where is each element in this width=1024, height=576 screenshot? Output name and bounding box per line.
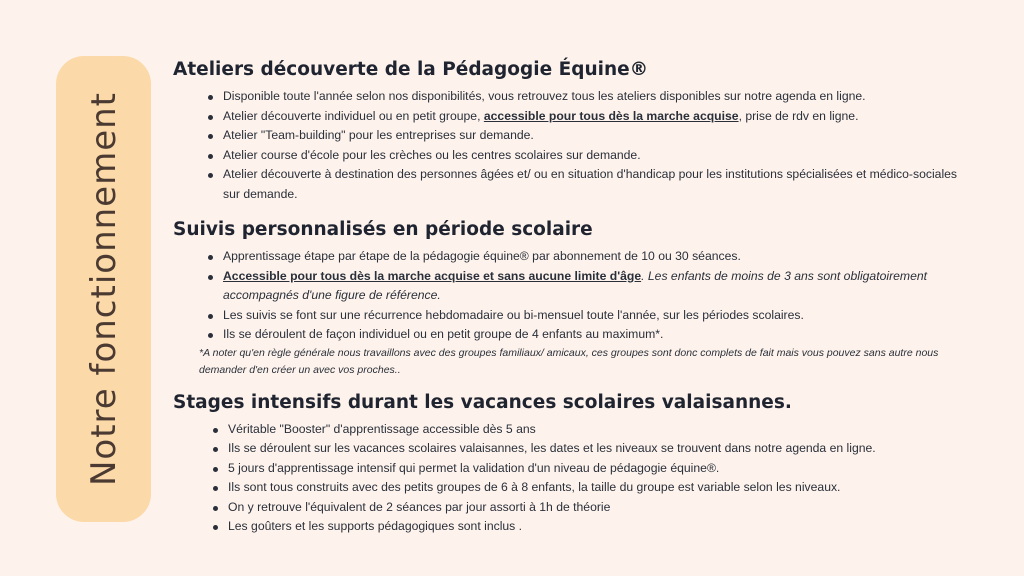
list-item: Ils sont tous construits avec des petits groupes de 6 à 8 enfants, la taille du groupe est variable selon les niveaux. (211, 478, 973, 498)
side-title: Notre fonctionnement (83, 91, 124, 487)
list-item: Atelier course d'école pour les crèches ou les centres scolaires sur demande. (206, 146, 973, 166)
section-title: Stages intensifs durant les vacances scolaires valaisannes. (173, 391, 792, 413)
list-item (206, 107, 973, 127)
list-item: Ils se déroulent de façon individuel ou en petit groupe de 4 enfants au maximum*. (206, 325, 973, 345)
list-item: Les suivis se font sur une récurrence hebdomadaire ou bi-mensuel toute l'année, sur les périodes scolaires. (206, 306, 973, 326)
side-tab (56, 56, 151, 522)
section-title: Ateliers découverte de la Pédagogie Équine® (173, 59, 649, 80)
item-emphasis: accessible pour tous dès la marche acquise (483, 108, 739, 123)
list-item: Les goûters et les supports pédagogiques sont inclus . (211, 517, 973, 537)
list-item: 5 jours d'apprentissage intensif qui permet la validation d'un niveau de pédagogie équine®. (211, 459, 973, 479)
list-item: Apprentissage étape par étape de la pédagogie équine® par abonnement de 10 ou 30 séances. (206, 247, 973, 267)
list-item: Ils se déroulent sur les vacances scolaires valaisannes, les dates et les niveaux se trouvent dans notre agenda en ligne. (211, 439, 973, 459)
list-item: Atelier "Team-building" pour les entreprises sur demande. (206, 126, 973, 146)
section-ateliers (173, 58, 973, 204)
item-text: , prise de rdv en ligne. (738, 108, 859, 123)
item-italic: . Les enfants de moins de 3 ans sont obligatoirement accompagnés d'une figure de référence. (223, 268, 928, 302)
item-text: Atelier découverte individuel ou en petit groupe, (223, 108, 484, 123)
section-title: Suivis personnalisés en période scolaire (173, 219, 593, 240)
section-suivis (173, 218, 973, 379)
list-item: Disponible toute l'année selon nos disponibilités, vous retrouvez tous les ateliers disponibles sur notre agenda en ligne. (206, 87, 973, 107)
footnote: *A noter qu'en règle générale nous travaillons avec des groupes familiaux/ amicaux, ces groupes sont donc complets de fait mais vous pouvez sans autre nous demander d'en créer un avec vos proches.. (199, 346, 939, 376)
list-item: On y retrouve l'équivalent de 2 séances par jour assorti à 1h de théorie (211, 498, 973, 518)
section-stages (173, 391, 973, 537)
item-emphasis: Accessible pour tous dès la marche acquise et sans aucune limite d'âge (223, 268, 642, 283)
main-content (173, 58, 973, 537)
list-item: Atelier découverte à destination des personnes âgées et/ ou en situation d'handicap pour les institutions spécialisées et médico-sociales sur demande. (206, 165, 973, 204)
list-item (206, 267, 973, 306)
list-item: Véritable "Booster" d'apprentissage accessible dès 5 ans (211, 420, 973, 440)
bullet-list (206, 87, 973, 204)
bullet-list (211, 420, 973, 537)
bullet-list (206, 247, 973, 345)
